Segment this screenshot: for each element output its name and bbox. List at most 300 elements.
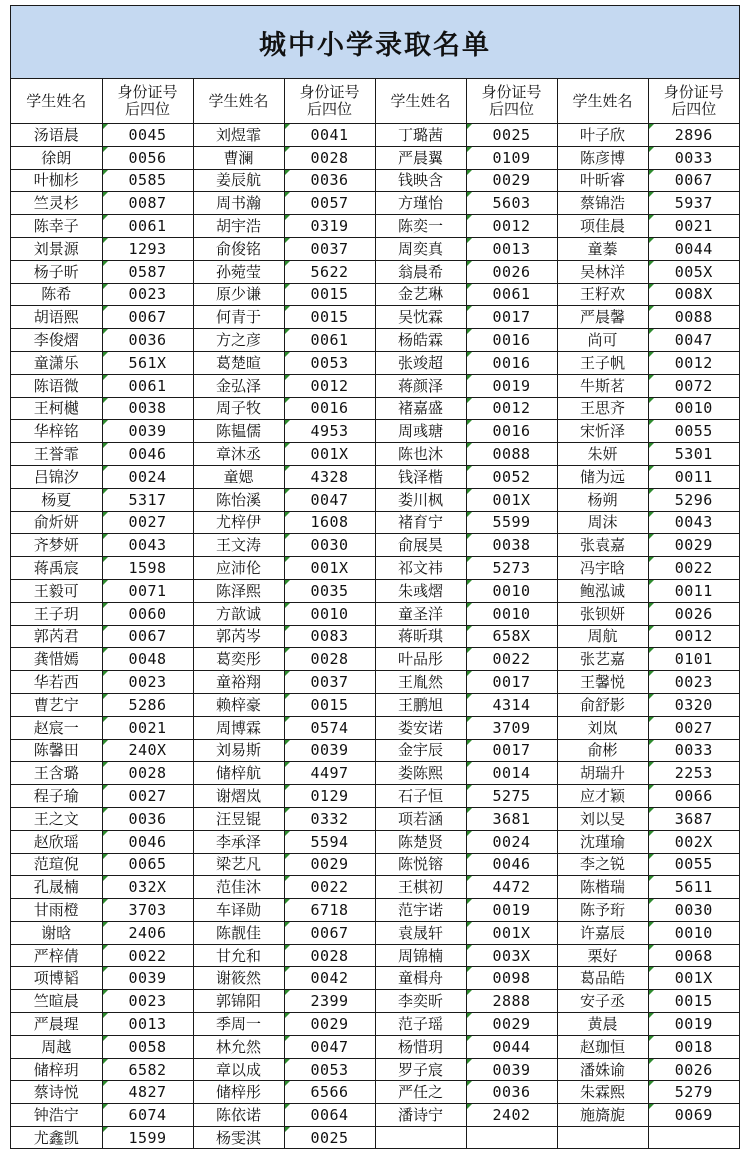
title-bar [11, 6, 739, 79]
table-row [11, 511, 739, 534]
student-name-cell: 童媤 [193, 465, 284, 488]
id-last-four-cell: 4328 [284, 465, 375, 488]
id-last-four-cell: 4472 [466, 876, 557, 899]
id-last-four-cell: 0101 [648, 648, 739, 671]
student-name-cell: 童圣洋 [375, 602, 466, 625]
id-last-four-cell: 5296 [648, 488, 739, 511]
student-name-cell: 蒋昕琪 [375, 625, 466, 648]
id-last-four-cell: 0039 [102, 967, 193, 990]
student-name-cell: 汪昱锟 [193, 807, 284, 830]
id-last-four-cell: 001X [284, 557, 375, 580]
student-name-cell: 刘易斯 [193, 739, 284, 762]
id-last-four-cell: 0068 [648, 944, 739, 967]
student-name-cell: 朱妍 [557, 443, 648, 466]
student-name-cell: 牛斯茗 [557, 374, 648, 397]
id-last-four-cell: 0023 [648, 671, 739, 694]
student-name-cell: 俞彬 [557, 739, 648, 762]
id-last-four-cell [466, 1127, 557, 1149]
table-row [11, 625, 739, 648]
id-last-four-cell: 0023 [102, 283, 193, 306]
id-last-four-cell: 0026 [648, 1058, 739, 1081]
table-row [11, 853, 739, 876]
id-last-four-cell: 0067 [284, 921, 375, 944]
student-name-cell: 严梓倩 [11, 944, 102, 967]
id-last-four-cell: 3681 [466, 807, 557, 830]
table-row [11, 1058, 739, 1081]
id-last-four-cell: 5286 [102, 693, 193, 716]
table-row [11, 169, 739, 192]
student-name-cell: 陈靓佳 [193, 921, 284, 944]
table-row [11, 899, 739, 922]
id-last-four-cell: 0015 [648, 990, 739, 1013]
table-row [11, 876, 739, 899]
student-name-cell: 黄晨 [557, 1013, 648, 1036]
student-name-cell: 杨子昕 [11, 260, 102, 283]
student-name-cell: 孙菀莹 [193, 260, 284, 283]
id-last-four-cell: 1608 [284, 511, 375, 534]
student-name-cell: 王柯樾 [11, 397, 102, 420]
table-row [11, 944, 739, 967]
id-last-four-cell: 0016 [466, 351, 557, 374]
id-last-four-cell: 0029 [284, 1013, 375, 1036]
student-name-cell: 童楫舟 [375, 967, 466, 990]
id-last-four-cell: 6074 [102, 1104, 193, 1127]
student-name-cell: 袁晟轩 [375, 921, 466, 944]
student-name-cell: 葛楚暄 [193, 351, 284, 374]
id-last-four-cell: 0574 [284, 716, 375, 739]
student-name-cell: 王馨悦 [557, 671, 648, 694]
student-name-cell: 胡语熙 [11, 306, 102, 329]
student-name-cell: 赵欣瑶 [11, 830, 102, 853]
id-last-four-cell: 003X [466, 944, 557, 967]
student-name-cell: 王毅可 [11, 579, 102, 602]
id-last-four-cell: 0010 [466, 579, 557, 602]
student-name-cell: 蒋禹宸 [11, 557, 102, 580]
header-id-line1: 身份证号 [117, 83, 178, 101]
student-name-cell: 梁艺凡 [193, 853, 284, 876]
id-last-four-cell: 0065 [102, 853, 193, 876]
student-name-cell: 葛奕彤 [193, 648, 284, 671]
id-last-four-cell: 5603 [466, 192, 557, 215]
student-name-cell: 沈瑾瑜 [557, 830, 648, 853]
student-name-cell: 朱彧熠 [375, 579, 466, 602]
id-last-four-cell: 4497 [284, 762, 375, 785]
id-last-four-cell: 0039 [284, 739, 375, 762]
student-name-cell: 方歆诚 [193, 602, 284, 625]
student-name-cell: 陈韫儒 [193, 420, 284, 443]
id-last-four-cell: 0012 [648, 625, 739, 648]
id-last-four-cell: 0332 [284, 807, 375, 830]
student-name-cell: 张竣超 [375, 351, 466, 374]
id-last-four-cell: 0037 [284, 671, 375, 694]
id-last-four-cell: 0016 [466, 329, 557, 352]
id-last-four-cell: 0017 [466, 739, 557, 762]
student-name-cell: 程子瑜 [11, 785, 102, 808]
student-name-cell: 罗子宸 [375, 1058, 466, 1081]
student-name-cell: 姜辰航 [193, 169, 284, 192]
student-name-cell: 钱泽楷 [375, 465, 466, 488]
table-row [11, 739, 739, 762]
id-last-four-cell: 0022 [102, 944, 193, 967]
student-name-cell: 潘诗宁 [375, 1104, 466, 1127]
student-name-cell: 甘允和 [193, 944, 284, 967]
id-last-four-cell: 0047 [284, 488, 375, 511]
id-last-four-cell: 4953 [284, 420, 375, 443]
student-name-cell [375, 1127, 466, 1149]
student-name-cell: 郭芮君 [11, 625, 102, 648]
header-id-last-four [466, 79, 557, 124]
header-id-last-four [284, 79, 375, 124]
student-name-cell: 王棋初 [375, 876, 466, 899]
id-last-four-cell: 0043 [102, 534, 193, 557]
id-last-four-cell: 0067 [102, 625, 193, 648]
student-name-cell: 曹艺宁 [11, 693, 102, 716]
student-name-cell: 叶昕睿 [557, 169, 648, 192]
table-row [11, 785, 739, 808]
id-last-four-cell: 2399 [284, 990, 375, 1013]
id-last-four-cell: 0010 [648, 921, 739, 944]
student-name-cell: 严晨翼 [375, 146, 466, 169]
student-name-cell: 石子恒 [375, 785, 466, 808]
table-row [11, 967, 739, 990]
id-last-four-cell: 0039 [102, 420, 193, 443]
table-row [11, 716, 739, 739]
roster-body [11, 124, 739, 1150]
id-last-four-cell: 0053 [284, 351, 375, 374]
id-last-four-cell: 5594 [284, 830, 375, 853]
student-name-cell: 张钡妍 [557, 602, 648, 625]
student-name-cell: 许嘉辰 [557, 921, 648, 944]
header-id-line2: 后四位 [306, 100, 352, 118]
table-row [11, 557, 739, 580]
student-name-cell [557, 1127, 648, 1149]
header-student-name: 学生姓名 [375, 79, 466, 124]
id-last-four-cell: 0022 [284, 876, 375, 899]
student-name-cell: 项博韬 [11, 967, 102, 990]
id-last-four-cell: 0098 [466, 967, 557, 990]
student-name-cell: 竺灵杉 [11, 192, 102, 215]
id-last-four-cell: 0056 [102, 146, 193, 169]
table-row [11, 260, 739, 283]
table-row [11, 306, 739, 329]
table-row [11, 830, 739, 853]
student-name-cell: 王籽欢 [557, 283, 648, 306]
id-last-four-cell: 0016 [284, 397, 375, 420]
id-last-four-cell: 0021 [102, 716, 193, 739]
id-last-four-cell: 0319 [284, 215, 375, 238]
student-name-cell: 胡瑞升 [557, 762, 648, 785]
id-last-four-cell: 0012 [648, 351, 739, 374]
student-name-cell: 严晨瑆 [11, 1013, 102, 1036]
student-name-cell: 储为远 [557, 465, 648, 488]
student-name-cell: 陈幸子 [11, 215, 102, 238]
table-row [11, 215, 739, 238]
id-last-four-cell: 0053 [284, 1058, 375, 1081]
id-last-four-cell: 0029 [466, 1013, 557, 1036]
header-id-line1: 身份证号 [299, 83, 360, 101]
header-id-last-four [648, 79, 739, 124]
page-title: 城中小学录取名单 [259, 29, 491, 61]
table-row [11, 443, 739, 466]
id-last-four-cell: 6566 [284, 1081, 375, 1104]
student-name-cell: 周航 [557, 625, 648, 648]
header-row [11, 79, 739, 124]
id-last-four-cell: 0087 [102, 192, 193, 215]
table-row [11, 534, 739, 557]
id-last-four-cell: 0019 [648, 1013, 739, 1036]
table-row [11, 921, 739, 944]
table-row [11, 397, 739, 420]
student-name-cell: 储梓航 [193, 762, 284, 785]
student-name-cell: 项若涵 [375, 807, 466, 830]
table-row [11, 1081, 739, 1104]
id-last-four-cell: 0027 [102, 511, 193, 534]
student-name-cell: 华若西 [11, 671, 102, 694]
id-last-four-cell: 0018 [648, 1035, 739, 1058]
id-last-four-cell: 005X [648, 260, 739, 283]
student-name-cell: 储梓彤 [193, 1081, 284, 1104]
id-last-four-cell: 0028 [102, 762, 193, 785]
id-last-four-cell: 5611 [648, 876, 739, 899]
id-last-four-cell: 0015 [284, 306, 375, 329]
student-name-cell: 孔晟楠 [11, 876, 102, 899]
id-last-four-cell: 0061 [466, 283, 557, 306]
student-name-cell: 周奕真 [375, 237, 466, 260]
student-name-cell: 俞展昊 [375, 534, 466, 557]
id-last-four-cell: 0023 [102, 671, 193, 694]
id-last-four-cell: 2402 [466, 1104, 557, 1127]
student-name-cell: 李奕昕 [375, 990, 466, 1013]
table-row [11, 602, 739, 625]
student-name-cell: 王子帆 [557, 351, 648, 374]
student-name-cell: 叶枷杉 [11, 169, 102, 192]
id-last-four-cell: 0025 [466, 124, 557, 147]
id-last-four-cell: 0028 [284, 146, 375, 169]
id-last-four-cell: 0012 [466, 215, 557, 238]
table-row [11, 192, 739, 215]
id-last-four-cell: 0055 [648, 420, 739, 443]
student-name-cell: 李承泽 [193, 830, 284, 853]
id-last-four-cell: 0036 [284, 169, 375, 192]
student-name-cell: 宋忻泽 [557, 420, 648, 443]
id-last-four-cell: 6582 [102, 1058, 193, 1081]
student-name-cell: 陈奕一 [375, 215, 466, 238]
student-name-cell: 季周一 [193, 1013, 284, 1036]
id-last-four-cell: 5301 [648, 443, 739, 466]
student-name-cell: 陈馨田 [11, 739, 102, 762]
id-last-four-cell: 0067 [102, 306, 193, 329]
student-name-cell: 王子玥 [11, 602, 102, 625]
id-last-four-cell: 0048 [102, 648, 193, 671]
student-name-cell: 周彧瑭 [375, 420, 466, 443]
student-name-cell: 陈彦博 [557, 146, 648, 169]
student-name-cell: 范瑄倪 [11, 853, 102, 876]
student-name-cell: 栗好 [557, 944, 648, 967]
student-name-cell: 刘煜霏 [193, 124, 284, 147]
student-name-cell: 谢晗 [11, 921, 102, 944]
student-name-cell: 尚可 [557, 329, 648, 352]
table-row [11, 1013, 739, 1036]
student-name-cell: 方瑾怡 [375, 192, 466, 215]
student-name-cell: 赵宸一 [11, 716, 102, 739]
student-name-cell: 丁璐茜 [375, 124, 466, 147]
student-name-cell: 蔡锦浩 [557, 192, 648, 215]
student-name-cell: 杨皓霖 [375, 329, 466, 352]
id-last-four-cell: 1599 [102, 1127, 193, 1149]
student-name-cell: 陈语微 [11, 374, 102, 397]
id-last-four-cell: 0027 [648, 716, 739, 739]
student-name-cell: 刘以旻 [557, 807, 648, 830]
table-row [11, 579, 739, 602]
id-last-four-cell: 0036 [466, 1081, 557, 1104]
student-name-cell: 严任之 [375, 1081, 466, 1104]
student-name-cell: 童裕翔 [193, 671, 284, 694]
id-last-four-cell: 2253 [648, 762, 739, 785]
student-name-cell: 龚惜嫣 [11, 648, 102, 671]
student-name-cell: 吴林洋 [557, 260, 648, 283]
student-name-cell: 杨雯淇 [193, 1127, 284, 1149]
table-row [11, 1127, 739, 1149]
admission-table [11, 79, 739, 1149]
id-last-four-cell: 0027 [102, 785, 193, 808]
student-name-cell: 冯宇晗 [557, 557, 648, 580]
id-last-four-cell: 0017 [466, 306, 557, 329]
student-name-cell: 王文涛 [193, 534, 284, 557]
student-name-cell: 陈楚贤 [375, 830, 466, 853]
id-last-four-cell: 0014 [466, 762, 557, 785]
id-last-four-cell: 0047 [648, 329, 739, 352]
id-last-four-cell: 0036 [102, 807, 193, 830]
student-name-cell: 曹澜 [193, 146, 284, 169]
student-name-cell: 储梓玥 [11, 1058, 102, 1081]
student-name-cell: 章以成 [193, 1058, 284, 1081]
id-last-four-cell: 0028 [284, 944, 375, 967]
id-last-four-cell: 0088 [466, 443, 557, 466]
table-row [11, 762, 739, 785]
id-last-four-cell: 0320 [648, 693, 739, 716]
student-name-cell: 杨惜玥 [375, 1035, 466, 1058]
id-last-four-cell: 0025 [284, 1127, 375, 1149]
id-last-four-cell: 0024 [466, 830, 557, 853]
id-last-four-cell: 0011 [648, 579, 739, 602]
student-name-cell: 徐朗 [11, 146, 102, 169]
student-name-cell: 赖梓豪 [193, 693, 284, 716]
id-last-four-cell: 0060 [102, 602, 193, 625]
header-id-line1: 身份证号 [663, 83, 724, 101]
header-id-line2: 后四位 [124, 100, 170, 118]
id-last-four-cell: 0012 [284, 374, 375, 397]
id-last-four-cell: 0024 [102, 465, 193, 488]
student-name-cell: 范宇诺 [375, 899, 466, 922]
student-name-cell: 蔡诗悦 [11, 1081, 102, 1104]
id-last-four-cell: 0015 [284, 693, 375, 716]
id-last-four-cell: 0016 [466, 420, 557, 443]
student-name-cell: 童蓁 [557, 237, 648, 260]
student-name-cell: 周博霖 [193, 716, 284, 739]
table-row [11, 124, 739, 147]
id-last-four-cell: 2406 [102, 921, 193, 944]
table-row [11, 488, 739, 511]
student-name-cell: 金艺琳 [375, 283, 466, 306]
student-name-cell: 吴忱霖 [375, 306, 466, 329]
id-last-four-cell: 0019 [466, 899, 557, 922]
id-last-four-cell: 5273 [466, 557, 557, 580]
student-name-cell: 汤语晨 [11, 124, 102, 147]
id-last-four-cell: 5279 [648, 1081, 739, 1104]
id-last-four-cell: 0030 [284, 534, 375, 557]
id-last-four-cell: 3709 [466, 716, 557, 739]
id-last-four-cell: 0045 [102, 124, 193, 147]
id-last-four-cell: 0046 [102, 443, 193, 466]
id-last-four-cell: 0042 [284, 967, 375, 990]
id-last-four-cell: 4827 [102, 1081, 193, 1104]
student-name-cell: 周书瀚 [193, 192, 284, 215]
id-last-four-cell: 0022 [466, 648, 557, 671]
student-name-cell: 陈也沐 [375, 443, 466, 466]
student-name-cell: 王胤然 [375, 671, 466, 694]
id-last-four-cell: 001X [466, 921, 557, 944]
student-name-cell: 褚育宁 [375, 511, 466, 534]
id-last-four-cell: 0044 [466, 1035, 557, 1058]
student-name-cell: 原少谦 [193, 283, 284, 306]
id-last-four-cell: 0052 [466, 465, 557, 488]
table-row [11, 990, 739, 1013]
id-last-four-cell: 0043 [648, 511, 739, 534]
id-last-four-cell: 0015 [284, 283, 375, 306]
table-row [11, 420, 739, 443]
student-name-cell: 刘岚 [557, 716, 648, 739]
id-last-four-cell: 5599 [466, 511, 557, 534]
student-name-cell: 李俊熠 [11, 329, 102, 352]
student-name-cell: 金弘泽 [193, 374, 284, 397]
student-name-cell: 俞舒影 [557, 693, 648, 716]
id-last-four-cell: 4314 [466, 693, 557, 716]
id-last-four-cell: 0057 [284, 192, 375, 215]
id-last-four-cell: 658X [466, 625, 557, 648]
header-student-name: 学生姓名 [11, 79, 102, 124]
table-row [11, 351, 739, 374]
id-last-four-cell: 0072 [648, 374, 739, 397]
id-last-four-cell: 0046 [466, 853, 557, 876]
student-name-cell: 谢熠岚 [193, 785, 284, 808]
id-last-four-cell: 0013 [466, 237, 557, 260]
student-name-cell: 潘姝谕 [557, 1058, 648, 1081]
id-last-four-cell: 0029 [648, 534, 739, 557]
id-last-four-cell: 0022 [648, 557, 739, 580]
student-name-cell: 周沫 [557, 511, 648, 534]
student-name-cell: 褚嘉盛 [375, 397, 466, 420]
student-name-cell: 尤梓伊 [193, 511, 284, 534]
id-last-four-cell: 5622 [284, 260, 375, 283]
id-last-four-cell: 0061 [102, 374, 193, 397]
student-name-cell: 竺暄晨 [11, 990, 102, 1013]
id-last-four-cell: 0046 [102, 830, 193, 853]
id-last-four-cell: 0017 [466, 671, 557, 694]
student-name-cell: 陈泽熙 [193, 579, 284, 602]
table-row [11, 465, 739, 488]
id-last-four-cell: 0129 [284, 785, 375, 808]
id-last-four-cell [648, 1127, 739, 1149]
student-name-cell: 周越 [11, 1035, 102, 1058]
student-name-cell: 章沐丞 [193, 443, 284, 466]
header-id-line2: 后四位 [488, 100, 534, 118]
id-last-four-cell: 6718 [284, 899, 375, 922]
student-name-cell: 安子丞 [557, 990, 648, 1013]
student-name-cell: 杨夏 [11, 488, 102, 511]
id-last-four-cell: 0011 [648, 465, 739, 488]
table-row [11, 1104, 739, 1127]
student-name-cell: 娄川枫 [375, 488, 466, 511]
